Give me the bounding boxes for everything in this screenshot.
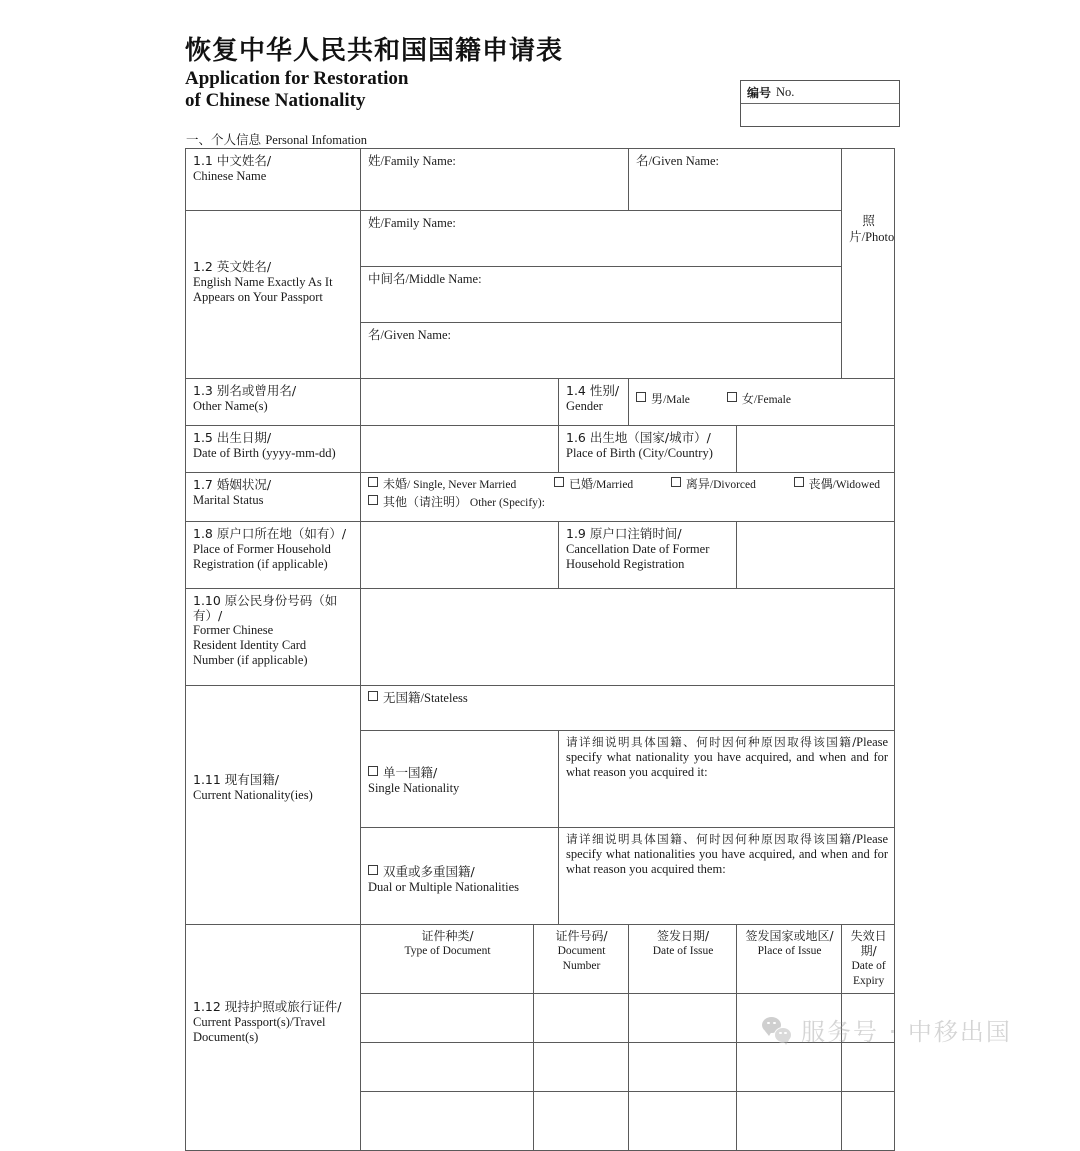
input-passport-type-2[interactable] xyxy=(361,1043,534,1092)
label-en-former-household-place-line2: Registration (if applicable) xyxy=(193,557,328,571)
label-cn-former-id-number-line2: 有）/ xyxy=(193,608,223,623)
input-chinese-given-name[interactable] xyxy=(629,149,842,211)
checkbox-other-icon[interactable] xyxy=(368,495,378,505)
sublabel-cn-english-family: 姓 xyxy=(368,215,381,230)
option-label-cn-single: 未婚 xyxy=(383,477,408,491)
input-former-household-cancel-date[interactable] xyxy=(737,522,895,589)
label-en-marital-status: Marital Status xyxy=(193,493,264,507)
option-label-cn-other: 其他（请注明） xyxy=(383,495,468,509)
label-en-place-of-birth: Place of Birth (City/Country) xyxy=(566,446,713,460)
label-en-former-household-cancel-date-line2: Household Registration xyxy=(566,557,685,571)
serial-number-box xyxy=(740,80,900,127)
sublabel-en-english-family: /Family Name: xyxy=(380,216,456,230)
photo-label-en: /Photo xyxy=(861,230,895,244)
table-row-birth xyxy=(186,426,895,473)
option-label-cn-single-nationality: 单一国籍/ xyxy=(383,765,438,780)
checkbox-single-nationality-icon[interactable] xyxy=(368,766,378,776)
label-en-current-passport-line1: Current Passport(s)/Travel xyxy=(193,1015,326,1029)
option-label-en-other: Other (Specify): xyxy=(467,497,545,509)
option-label-cn-female: 女 xyxy=(741,392,754,406)
field-label-current-passport xyxy=(186,925,361,1151)
field-label-english-name xyxy=(186,211,361,379)
column-header-type-of-document xyxy=(361,925,534,994)
input-passport-issue-3[interactable] xyxy=(629,1092,737,1151)
table-row-former-household xyxy=(186,522,895,589)
input-place-of-birth[interactable] xyxy=(737,426,895,473)
column-header-cn-issue: 签发日期/ xyxy=(657,929,710,943)
input-passport-expiry-2[interactable] xyxy=(842,1043,895,1092)
checkbox-stateless-icon[interactable] xyxy=(368,691,378,701)
column-header-cn-number: 证件号码/ xyxy=(555,929,608,943)
label-cn-former-id-number-line1: 1.10 原公民身份号码（如 xyxy=(193,593,338,608)
label-en-current-nationality: Current Nationality(ies) xyxy=(193,788,313,802)
page-title-english-line2: of Chinese Nationality xyxy=(185,90,366,111)
checkbox-option-married[interactable] xyxy=(554,477,633,493)
note-cn-dual-nationality: 请详细说明具体国籍、何时因何种原因取得该国籍/ xyxy=(566,832,857,846)
column-header-date-of-issue xyxy=(629,925,737,994)
section-heading-en: Personal Infomation xyxy=(265,133,368,147)
label-en-english-name-line1: English Name Exactly As It xyxy=(193,275,333,289)
field-label-chinese-name xyxy=(186,149,361,211)
table-row-former-id-number xyxy=(186,589,895,686)
field-label-date-of-birth xyxy=(186,426,361,473)
checkbox-option-female[interactable] xyxy=(727,392,791,408)
input-passport-place-3[interactable] xyxy=(737,1092,842,1151)
note-en-single-nationality: Please specify what nationality you have acquired, and when and for what reason you acquired it: xyxy=(566,735,889,779)
table-row-english-family-name xyxy=(186,211,895,267)
label-en-date-of-birth: Date of Birth (yyyy-mm-dd) xyxy=(193,446,336,460)
table-row-passport-header xyxy=(186,925,895,994)
checkbox-single-icon[interactable] xyxy=(368,477,378,487)
checkbox-female-icon[interactable] xyxy=(727,392,737,402)
checkbox-dual-nationality-icon[interactable] xyxy=(368,865,378,875)
gender-options-cell xyxy=(629,379,895,426)
field-label-place-of-birth xyxy=(559,426,737,473)
input-english-given-name[interactable] xyxy=(361,323,842,379)
option-label-en-divorced: /Divorced xyxy=(709,479,756,491)
option-label-cn-divorced: 离异 xyxy=(685,477,710,491)
serial-number-label-en: No. xyxy=(776,84,795,99)
table-row-marital-status xyxy=(186,473,895,522)
label-cn-chinese-name: 1.1 中文姓名/ xyxy=(193,153,272,168)
option-label-en-single-nationality: Single Nationality xyxy=(368,781,460,795)
column-header-cn-type: 证件种类/ xyxy=(421,929,474,943)
checkbox-option-widowed[interactable] xyxy=(794,477,880,493)
serial-number-label-row xyxy=(741,81,899,104)
checkbox-option-other[interactable] xyxy=(368,495,545,511)
input-passport-number-2[interactable] xyxy=(534,1043,629,1092)
label-cn-other-names: 1.3 别名或曾用名/ xyxy=(193,383,297,398)
photo-label-cn: 照片 xyxy=(849,213,875,244)
note-en-dual-nationality: Please specify what nationalities you have acquired, and when and for what reason you acquired them: xyxy=(566,832,889,876)
section-heading-cn: 一、个人信息 xyxy=(186,132,262,147)
column-header-en-issue: Date of Issue xyxy=(652,945,714,957)
sublabel-cn-family-name: 姓 xyxy=(368,153,381,168)
sublabel-en-family-name: /Family Name: xyxy=(380,154,456,168)
serial-number-label-cn: 编号 xyxy=(747,85,772,100)
field-label-marital-status xyxy=(186,473,361,522)
input-single-nationality-details[interactable] xyxy=(559,731,895,828)
sublabel-en-english-given: /Given Name: xyxy=(380,328,451,342)
label-cn-place-of-birth: 1.6 出生地（国家/城市）/ xyxy=(566,430,711,445)
page-title-chinese: 恢复中华人民共和国国籍申请表 xyxy=(185,36,564,66)
table-row-nationality-stateless xyxy=(186,686,895,731)
option-label-en-married: /Married xyxy=(592,479,634,491)
option-label-en-single: / Single, Never Married xyxy=(407,479,517,491)
input-english-family-name[interactable] xyxy=(361,211,842,267)
column-header-cn-place: 签发国家或地区/ xyxy=(745,929,834,943)
table-row-other-names-gender xyxy=(186,379,895,426)
label-en-former-id-number-line2: Resident Identity Card xyxy=(193,638,307,652)
option-label-cn-dual-nationality: 双重或多重国籍/ xyxy=(383,864,475,879)
option-label-en-male: /Male xyxy=(663,394,690,406)
input-passport-issue-1[interactable] xyxy=(629,994,737,1043)
document-header xyxy=(185,36,745,112)
section-heading-personal-information xyxy=(186,132,367,148)
label-en-other-names: Other Name(s) xyxy=(193,399,268,413)
table-row-chinese-name xyxy=(186,149,895,211)
input-passport-place-1[interactable] xyxy=(737,994,842,1043)
marital-status-options-cell xyxy=(361,473,895,522)
input-other-names[interactable] xyxy=(361,379,559,426)
checkbox-option-single-nationality[interactable] xyxy=(361,731,559,828)
input-passport-place-2[interactable] xyxy=(737,1043,842,1092)
label-en-former-id-number-line1: Former Chinese xyxy=(193,623,274,637)
input-former-household-place[interactable] xyxy=(361,522,559,589)
field-label-current-nationality xyxy=(186,686,361,925)
column-header-en-expiry: Date of Expiry xyxy=(851,960,886,987)
label-en-former-household-place-line1: Place of Former Household xyxy=(193,542,331,556)
option-label-en-female: /Female xyxy=(753,394,791,406)
input-passport-expiry-1[interactable] xyxy=(842,994,895,1043)
input-date-of-birth[interactable] xyxy=(361,426,559,473)
label-cn-former-household-place: 1.8 原户口所在地（如有）/ xyxy=(193,526,347,541)
input-chinese-family-name[interactable] xyxy=(361,149,629,211)
label-cn-gender: 1.4 性别/ xyxy=(566,383,620,398)
label-en-former-household-cancel-date-line1: Cancellation Date of Former xyxy=(566,542,710,556)
input-passport-number-1[interactable] xyxy=(534,994,629,1043)
page-title-english-line1: Application for Restoration xyxy=(185,68,409,89)
label-en-former-id-number-line3: Number (if applicable) xyxy=(193,653,308,667)
column-header-en-place: Place of Issue xyxy=(757,945,822,957)
sublabel-cn-english-middle: 中间名 xyxy=(368,271,406,286)
label-en-current-passport-line2: Document(s) xyxy=(193,1030,259,1044)
input-passport-type-1[interactable] xyxy=(361,994,534,1043)
input-passport-issue-2[interactable] xyxy=(629,1043,737,1092)
serial-number-input[interactable] xyxy=(741,104,899,126)
note-cn-single-nationality: 请详细说明具体国籍、何时因何种原因取得该国籍/ xyxy=(566,735,857,749)
checkbox-option-divorced[interactable] xyxy=(671,477,756,493)
checkbox-option-stateless[interactable] xyxy=(361,686,895,731)
column-header-en-type: Type of Document xyxy=(404,945,491,957)
checkbox-male-icon[interactable] xyxy=(636,392,646,402)
label-en-gender: Gender xyxy=(566,399,603,413)
input-english-middle-name[interactable] xyxy=(361,267,842,323)
label-cn-former-household-cancel-date: 1.9 原户口注销时间/ xyxy=(566,526,682,541)
field-label-gender xyxy=(559,379,629,426)
photo-placeholder-cell xyxy=(842,149,895,379)
checkbox-option-dual-nationality[interactable] xyxy=(361,828,559,925)
checkbox-option-male[interactable] xyxy=(636,392,690,408)
option-label-en-stateless: /Stateless xyxy=(420,691,468,705)
watermark-text: 服务号 · 中移出国 xyxy=(801,1018,1012,1046)
column-header-date-of-expiry xyxy=(842,925,895,994)
input-passport-expiry-3[interactable] xyxy=(842,1092,895,1151)
input-former-id-number[interactable] xyxy=(361,589,895,686)
option-label-cn-stateless: 无国籍 xyxy=(383,690,421,705)
input-passport-type-3[interactable] xyxy=(361,1092,534,1151)
option-label-en-widowed: /Widowed xyxy=(832,479,881,491)
label-en-english-name-line2: Appears on Your Passport xyxy=(193,290,323,304)
page-title-english xyxy=(185,68,745,112)
field-label-former-id-number xyxy=(186,589,361,686)
sublabel-cn-english-given: 名 xyxy=(368,327,381,342)
checkbox-option-single[interactable] xyxy=(368,477,516,493)
column-header-cn-expiry: 失效日期/ xyxy=(850,929,887,958)
option-label-cn-widowed: 丧偶 xyxy=(808,477,833,491)
column-header-place-of-issue xyxy=(737,925,842,994)
option-label-cn-male: 男 xyxy=(651,392,664,406)
sublabel-en-english-middle: /Middle Name: xyxy=(405,272,482,286)
checkbox-widowed-icon[interactable] xyxy=(794,477,804,487)
field-label-other-names xyxy=(186,379,361,426)
column-header-en-number: Document Number xyxy=(557,945,606,972)
label-cn-date-of-birth: 1.5 出生日期/ xyxy=(193,430,272,445)
label-en-chinese-name: Chinese Name xyxy=(193,169,267,183)
input-passport-number-3[interactable] xyxy=(534,1092,629,1151)
column-header-document-number xyxy=(534,925,629,994)
option-label-en-dual-nationality: Dual or Multiple Nationalities xyxy=(368,880,520,894)
label-cn-marital-status: 1.7 婚姻状况/ xyxy=(193,477,272,492)
sublabel-en-given-name: /Given Name: xyxy=(648,154,720,168)
option-label-cn-married: 已婚 xyxy=(568,477,593,491)
checkbox-divorced-icon[interactable] xyxy=(671,477,681,487)
label-cn-current-nationality: 1.11 现有国籍/ xyxy=(193,772,280,787)
personal-information-table xyxy=(185,148,895,1151)
label-cn-english-name: 1.2 英文姓名/ xyxy=(193,259,272,274)
label-cn-current-passport: 1.12 现持护照或旅行证件/ xyxy=(193,999,342,1014)
field-label-former-household-cancel-date xyxy=(559,522,737,589)
field-label-former-household-place xyxy=(186,522,361,589)
sublabel-cn-given-name: 名 xyxy=(636,153,649,168)
checkbox-married-icon[interactable] xyxy=(554,477,564,487)
input-dual-nationality-details[interactable] xyxy=(559,828,895,925)
